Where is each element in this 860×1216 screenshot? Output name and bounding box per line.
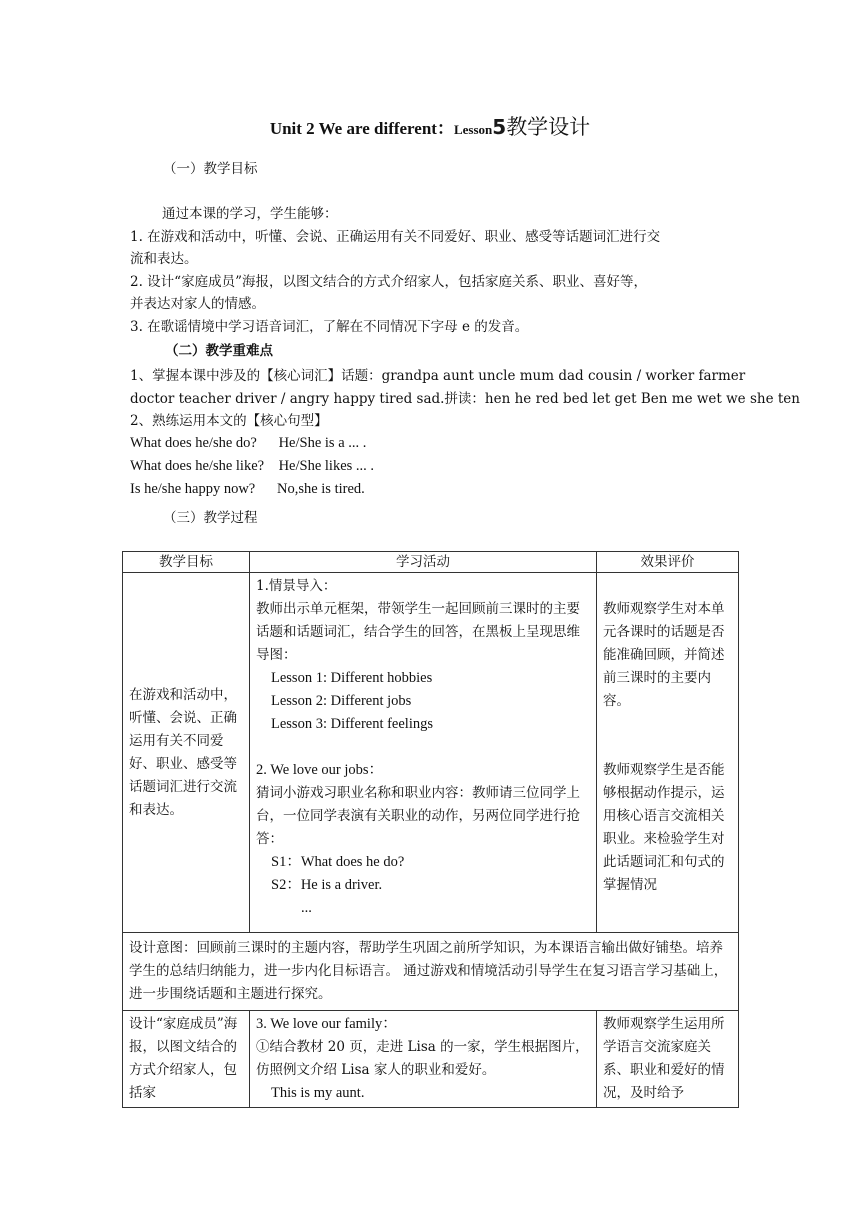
activity-1-title: 1.情景导入： [256,578,337,594]
activity-2-title: 2. We love our jobs： [256,762,384,778]
table-header-row [123,552,739,573]
spacer [603,575,732,598]
design-intent-text: 设计意图：回顾前三课时的主题内容，帮助学生巩固之前所学知识，为本课语言输出做好铺垫。培养学生的总结归纳能力，进一步内化目标语言。 通过游戏和情境活动引导学生在复习语言学习基础上，进一步围绕话题和主题进行探究。 [129,940,728,1002]
table-row [123,1011,739,1108]
sentence-pattern-3: Is he/she happy now? No,she is tired. [130,481,365,497]
lesson-item: Lesson 1: Different hobbies [271,670,433,686]
spacer [603,713,732,759]
dialog-ellipsis: ... [301,900,312,916]
goal-line-5: 3. 在歌谣情境中学习语音词汇，了解在不同情况下字母 e 的发音。 [130,319,529,335]
section1-intro: 通过本课的学习，学生能够： [162,206,338,222]
title-lesson: Lesson [453,122,493,137]
lesson-item: Lesson 3: Different feelings [271,716,434,732]
lesson-item: Lesson 2: Different jobs [271,693,412,709]
table-row [123,933,739,1011]
section2-heading: （二）教学重难点 [165,343,273,359]
header-goal: 教学目标 [123,552,250,573]
section3-heading: （三）教学过程 [163,510,258,526]
activity-1-text: 教师出示单元框架，带领学生一起回顾前三课时的主要话题和话题词汇，结合学生的回答，在黑板上呈现思维导图： [256,601,580,663]
activity-3-text: ①结合教材 20 页，走进 Lisa 的一家，学生根据图片，仿照例文介绍 Lisa 家人的职业和爱好。 [256,1039,589,1078]
goal-line-4: 并表达对家人的情感。 [130,296,265,312]
header-evaluation: 效果评价 [597,552,739,573]
evaluation-2-text: 教师观察学生是否能够根据动作提示，运用核心语言交流相关职业。来检验学生对此话题词汇和句式的掌握情况 [603,762,725,893]
keypoint-line-1: 1、掌握本课中涉及的【核心词汇】话题：grandpa aunt uncle mum dad cousin / worker farmer [130,368,746,384]
activity-cell-2 [250,1011,597,1108]
evaluation-3-text: 教师观察学生运用所学语言交流家庭关系、职业和爱好的情况，及时给予 [603,1016,725,1101]
goal-line-1: 1. 在游戏和活动中，听懂、会说、正确运用有关不同爱好、职业、感受等话题词汇进行交 [130,229,661,245]
sentence-pattern-1: What does he/she do? He/She is a ... . [130,435,367,451]
goal-line-2: 流和表达。 [130,251,198,267]
evaluation-cell-2 [597,1011,739,1108]
teaching-process-table [122,551,739,1108]
keypoint-line-3: 2、熟练运用本文的【核心句型】 [130,413,328,429]
goal-cell-2-text: 设计“家庭成员”海报，以图文结合的方式介绍家人，包括家 [129,1016,238,1101]
section1-heading: （一）教学目标 [163,161,258,177]
keypoint-line-2: doctor teacher driver / angry happy tired sad.拼读：hen he red bed let get Ben me wet we she ten [130,391,800,407]
table-row [123,573,739,933]
title-lesson-number: 5 [492,115,507,139]
goal-cell [123,573,250,933]
document-title [0,112,860,145]
activity-2-text: 猜词小游戏习职业名称和职业内容：教师请三位同学上台，一位同学表演有关职业的动作，另两位同学进行抢答： [256,785,580,847]
sentence-pattern-2: What does he/she like? He/She likes ... . [130,458,375,474]
goal-cell-2 [123,1011,250,1108]
evaluation-cell [597,573,739,933]
goal-cell-text: 在游戏和活动中，听懂、会说、正确运用有关不同爱好、职业、感受等话题词汇进行交流和表达。 [129,686,237,818]
goal-line-3: 2. 设计“家庭成员”海报，以图文结合的方式介绍家人，包括家庭关系、职业、喜好等， [130,274,647,290]
dialog-line: S1：What does he do? [271,854,405,870]
activity-cell [250,573,597,933]
dialog-line: S2：He is a driver. [271,877,383,893]
spacer [256,736,590,759]
activity-3-example: This is my aunt. [271,1085,365,1101]
design-intent-cell [123,933,739,1011]
title-english: Unit 2 We are different： [269,119,454,138]
header-activity: 学习活动 [250,552,597,573]
activity-3-title: 3. We love our family： [256,1016,397,1032]
title-chinese: 教学设计 [506,115,591,139]
evaluation-1-text: 教师观察学生对本单元各课时的话题是否能准确回顾，并简述前三课时的主要内容。 [603,601,725,709]
